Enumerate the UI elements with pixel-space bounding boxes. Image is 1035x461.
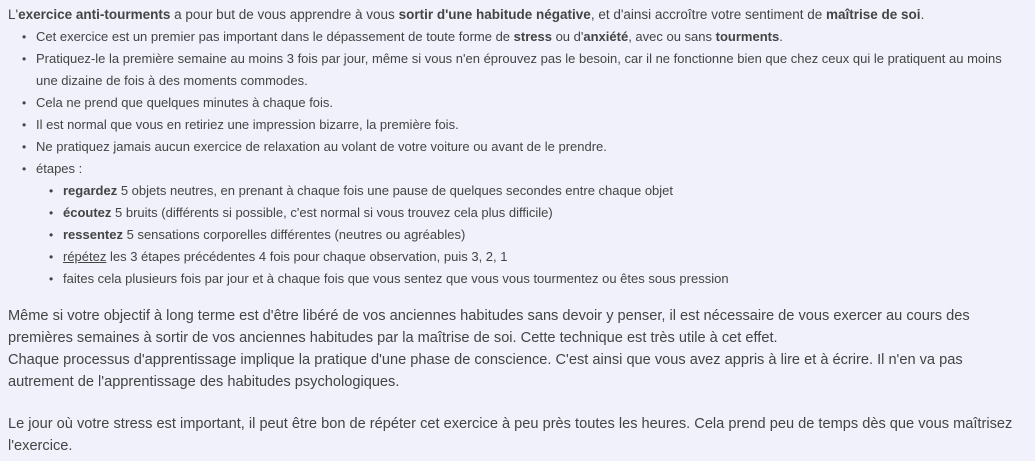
list-item: • Cet exercice est un premier pas important dans le dépassement de toute forme de stress ou d'anxiété, avec ou sans tourments. <box>8 26 1035 48</box>
paragraph-learning: Chaque processus d'apprentissage implique la pratique d'une phase de conscience. C'est ainsi que vous avez appris à lire et à écrire. Il n'en va pas autrement de l'apprentissage des habitudes psychologiques. <box>8 352 963 390</box>
intro-bold-habit: sortir d'une habitude négative <box>398 7 591 22</box>
list-item: • Pratiquez-le la première semaine au moins 3 fois par jour, même si vous n'en éprouvez pas le besoin, car il ne fonctionne bien que chez ceux qui le pratiquent au moins une dizaine de fois à des moments commodes. <box>8 48 1035 92</box>
step-item: • répétez les 3 étapes précédentes 4 fois pour chaque observation, puis 3, 2, 1 <box>36 246 1035 268</box>
intro-paragraph <box>8 4 1035 26</box>
step-item: • ressentez 5 sensations corporelles différentes (neutres ou agréables) <box>36 224 1035 246</box>
list-item-steps <box>8 158 1035 290</box>
intro-text: a pour but de vous apprendre à vous <box>170 7 399 22</box>
intro-text: . <box>920 7 925 22</box>
bold-anxiety: anxiété <box>583 29 629 44</box>
bold-torments: tourments <box>715 29 780 44</box>
paragraph-stress-day: Le jour où votre stress est important, il peut être bon de répéter cet exercice à peu près toutes les heures. Cela prend peu de temps dès que vous maîtrisez l'exercice. <box>8 416 1013 454</box>
step-keyword: regardez <box>63 183 118 198</box>
step-item: • faites cela plusieurs fois par jour et à chaque fois que vous sentez que vous vous tourmentez ou êtes sous pression <box>36 268 1035 290</box>
instructions-list <box>8 26 1035 290</box>
steps-list <box>36 180 1035 290</box>
intro-text: , et d'ainsi accroître votre sentiment de <box>590 7 827 22</box>
step-item: • écoutez 5 bruits (différents si possible, c'est normal si vous trouvez cela plus difficile) <box>36 202 1035 224</box>
list-item: • Il est normal que vous en retiriez une impression bizarre, la première fois. <box>8 114 1035 136</box>
intro-text: L' <box>8 7 19 22</box>
steps-label: étapes : <box>36 161 83 176</box>
list-item: • Ne pratiquez jamais aucun exercice de relaxation au volant de votre voiture ou avant de le prendre. <box>8 136 1035 158</box>
paragraph-long-term: Même si votre objectif à long terme est d'être libéré de vos anciennes habitudes sans devoir y penser, il est nécessaire de vous exercer au cours des premières semaines à sortir de vos anciennes habitudes par la maîtrise de soi. Cette technique est très utile à cet effet. <box>8 308 970 346</box>
step-keyword: ressentez <box>63 227 123 242</box>
intro-bold-exercise: exercice anti-tourments <box>18 7 171 22</box>
intro-bold-self-control: maîtrise de soi <box>826 7 921 22</box>
bold-stress: stress <box>513 29 552 44</box>
step-keyword-repeat: répétez <box>63 249 107 264</box>
list-item: • Cela ne prend que quelques minutes à chaque fois. <box>8 92 1035 114</box>
step-keyword: écoutez <box>63 205 112 220</box>
step-item: • regardez 5 objets neutres, en prenant à chaque fois une pause de quelques secondes entre chaque objet <box>36 180 1035 202</box>
